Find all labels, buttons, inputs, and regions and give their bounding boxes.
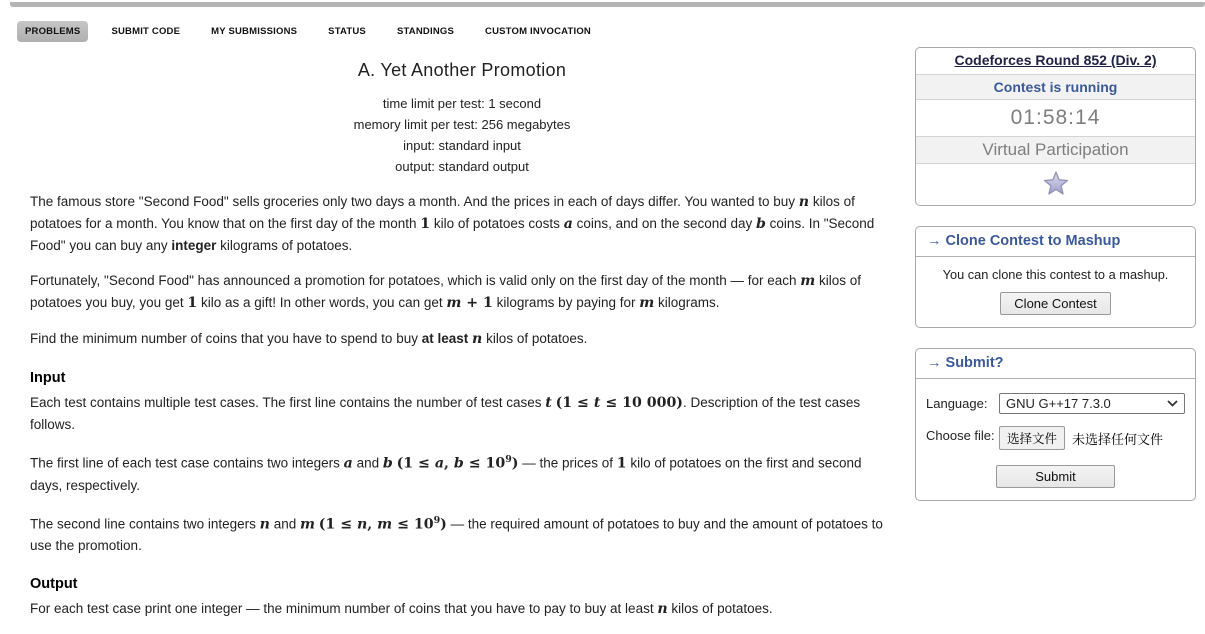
- clone-box-header: → Clone Contest to Mashup: [916, 227, 1195, 257]
- choose-file-label: Choose file:: [926, 428, 995, 443]
- problem-statement: [30, 60, 894, 634]
- statement-paragraph: The famous store "Second Food" sells groceries only two days a month. And the prices in each of days differ. You wanted to buy n kilos of potatoes for a month. You know that on the first day of the month 1 kilo of potatoes costs a coins, and on the second day b coins. In "Second Food" you can buy any integer kilograms of potatoes.: [30, 194, 875, 253]
- contest-info-box: [915, 47, 1196, 206]
- output-section-heading: Output: [30, 576, 78, 592]
- language-selected-value: GNU G++17 7.3.0: [1006, 396, 1111, 411]
- clone-box-text: You can clone this contest to a mashup.: [942, 267, 1169, 282]
- submit-button[interactable]: Submit: [996, 465, 1114, 488]
- statement-paragraph: Fortunately, "Second Food" has announced a promotion for potatoes, which is valid only on the first day of the month — for each m kilos of potatoes you buy, you get 1 kilo as a gift! In other words, you can get m + 1 kilograms by paying for m kilograms.: [30, 273, 862, 311]
- choose-file-button[interactable]: 选择文件: [999, 426, 1065, 450]
- tab-my-submissions[interactable]: MY SUBMISSIONS: [211, 26, 298, 37]
- contest-timer: 01:58:14: [916, 100, 1195, 137]
- tab-standings[interactable]: STANDINGS: [396, 26, 455, 37]
- participation-mode: Virtual Participation: [916, 137, 1195, 164]
- sidebar: [915, 47, 1196, 521]
- input-paragraph: The first line of each test case contains two integers a and b (1 ≤ a, $b \le 10^9$) — the prices of 1 kilo of potatoes on the first and second days, respectively.: [30, 454, 862, 493]
- tab-custom-invocation[interactable]: CUSTOM INVOCATION: [485, 26, 591, 37]
- input-spec: input: standard input: [403, 138, 521, 153]
- chevron-down-icon: [1167, 400, 1178, 407]
- tab-submit-code[interactable]: SUBMIT CODE: [111, 26, 181, 37]
- output-paragraph: For each test case print one integer — the minimum number of coins that you have to pay to buy at least n kilos of potatoes.: [30, 601, 773, 617]
- contest-nav-tabs: [17, 21, 599, 42]
- language-select[interactable]: [999, 393, 1185, 414]
- output-spec: output: standard output: [395, 159, 529, 174]
- favorite-star-row: [916, 164, 1195, 205]
- language-label: Language:: [926, 396, 988, 411]
- problem-title: A. Yet Another Promotion: [357, 60, 567, 80]
- input-section-heading: Input: [30, 370, 66, 386]
- submit-box: [915, 348, 1196, 501]
- top-divider-bar: [10, 2, 1205, 7]
- favorite-star-icon[interactable]: [1043, 171, 1069, 196]
- statement-paragraph: Find the minimum number of coins that you have to spend to buy at least n kilos of potatoes.: [30, 331, 588, 347]
- contest-title-link[interactable]: Codeforces Round 852 (Div. 2): [954, 52, 1157, 68]
- input-paragraph: Each test contains multiple test cases. The first line contains the number of test cases t (1 ≤ t ≤ 10 000). Description of the test cases follows.: [30, 395, 861, 432]
- tab-problems[interactable]: PROBLEMS: [17, 21, 88, 42]
- clone-contest-button[interactable]: Clone Contest: [1000, 292, 1110, 315]
- problem-limits: [30, 93, 894, 177]
- file-status-text: 未选择任何文件: [1072, 431, 1164, 447]
- contest-status: Contest is running: [916, 75, 1195, 100]
- submit-box-header: → Submit?: [916, 349, 1195, 379]
- memory-limit: memory limit per test: 256 megabytes: [353, 117, 571, 132]
- time-limit: time limit per test: 1 second: [382, 96, 542, 111]
- input-paragraph: The second line contains two integers n and m (1 ≤ n, $m \le 10^9$) — the required amount of potatoes to buy and the amount of potatoes to use the promotion.: [30, 514, 883, 553]
- contest-title-row: [916, 48, 1195, 75]
- tab-status[interactable]: STATUS: [328, 26, 366, 37]
- clone-contest-box: [915, 226, 1196, 328]
